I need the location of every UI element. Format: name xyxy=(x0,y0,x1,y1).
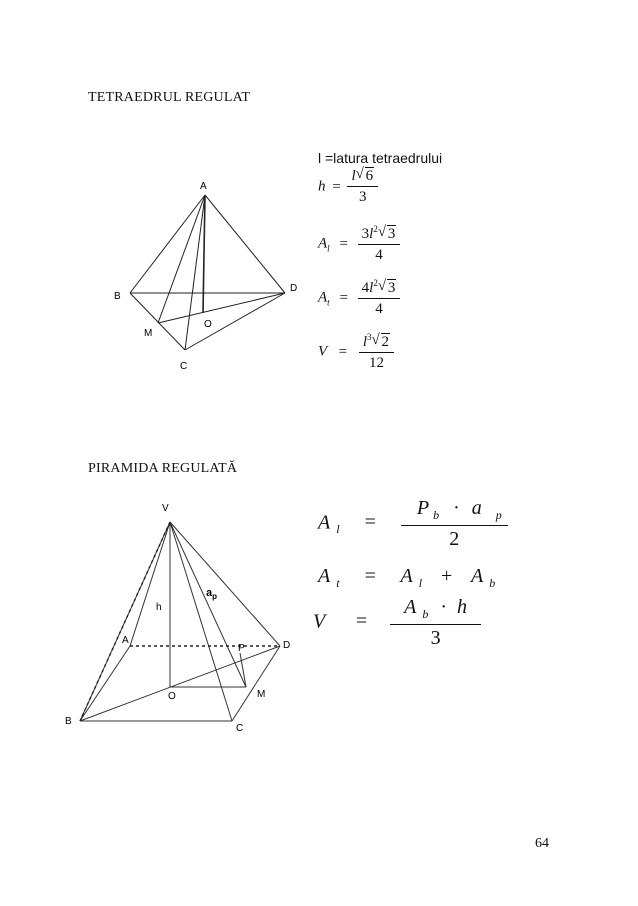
label-h: h xyxy=(156,602,162,613)
edge-vc xyxy=(170,522,232,721)
formula-height: h = l √ 6 3 xyxy=(318,168,378,207)
edge-ad xyxy=(205,195,285,293)
label-o: O xyxy=(204,319,212,330)
page-number: 64 xyxy=(535,836,549,851)
label-c: C xyxy=(180,361,188,372)
formula-volume-pyramid: V = $\frac{A _b \cdot h}{3}$ xyxy=(313,596,481,650)
label-a: A xyxy=(122,635,129,646)
label-c: C xyxy=(236,723,244,734)
median-md xyxy=(158,293,285,323)
pyramid-figure xyxy=(60,495,310,740)
edge-vd xyxy=(170,522,280,646)
edge-bc xyxy=(130,293,185,350)
formula-lateral-area-pyramid: A $_l$ = $\frac{P _b \cdot a _p}{2}$ xyxy=(318,497,508,551)
edge-ac xyxy=(185,195,205,350)
tetrahedron-figure xyxy=(100,175,310,375)
label-d: D xyxy=(290,283,298,294)
label-v: V xyxy=(162,503,169,514)
formula-total-area-tetra: $A_t$ = $4l^2$ √ 3 4 xyxy=(318,278,400,319)
label-b: B xyxy=(114,291,121,302)
edge-cd xyxy=(185,293,285,350)
edge-va xyxy=(130,522,170,646)
diagonal-bd xyxy=(80,646,280,721)
label-o: O xyxy=(168,691,176,702)
label-a: A xyxy=(200,181,207,192)
label-ap: $a_p$ xyxy=(206,587,218,601)
section-title-pyramid: PIRAMIDA REGULATĂ xyxy=(88,461,238,476)
formula-volume-tetra: V = $l^3$ √ 2 12 xyxy=(318,332,394,373)
label-b: B xyxy=(65,716,72,727)
section-title-tetrahedron: TETRAEDRUL REGULAT xyxy=(88,90,251,105)
height-ao xyxy=(203,195,205,313)
edge-cd xyxy=(232,646,280,721)
apothem-vm xyxy=(170,522,246,687)
label-d: D xyxy=(283,640,291,651)
edge-ba xyxy=(80,646,130,721)
formula-total-area-pyramid: A $_t$ = A $_l$ + A $_b$ xyxy=(318,565,496,590)
formula-lateral-area-tetra: $A_l$ = $3l^2$ √ 3 4 xyxy=(318,224,400,265)
label-m: M xyxy=(144,328,153,339)
label-p: P xyxy=(238,643,245,654)
segment-p xyxy=(240,653,246,687)
edge-am xyxy=(158,195,205,323)
label-m: M xyxy=(257,689,266,700)
edge-definition: l =latura tetraedrului xyxy=(318,150,443,166)
